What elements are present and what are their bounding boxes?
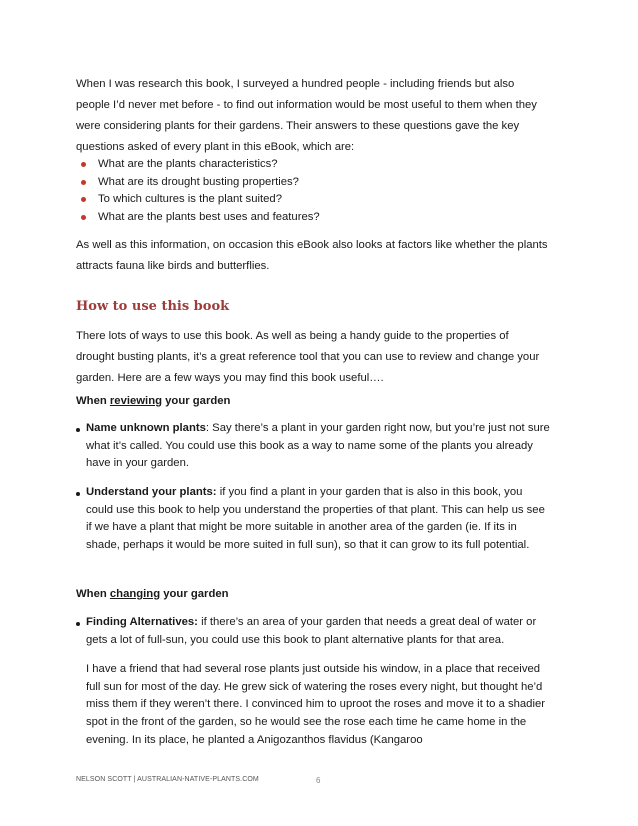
questions-list xyxy=(80,156,540,226)
page-footer xyxy=(76,776,556,783)
bullet-icon xyxy=(81,180,86,185)
list-item xyxy=(76,420,552,473)
list-item: What are the plants characteristics? xyxy=(80,156,540,174)
list-item: What are its drought busting properties? xyxy=(80,174,540,192)
section-paragraph: There lots of ways to use this book. As well as being a handy guide to the properties of drought busting plants, it’s a great reference tool that you can use to review and change your garden. Here are a few ways you may find this book useful…. xyxy=(76,330,540,384)
item-title: Finding Alternatives: xyxy=(86,616,198,628)
item-title: Name unknown plants xyxy=(86,422,206,434)
intro-paragraph: When I was research this book, I surveyed a hundred people - including friends but also people I’d never met before - to find out information would be most useful to them when they were considering plants for their gardens. Their answers to these questions gave the key questions asked of every plant in this eBook, which are: xyxy=(76,78,537,153)
reviewing-keyword: reviewing xyxy=(109,395,163,407)
story-paragraph-block xyxy=(76,661,552,750)
item-text: : Say there’s a plant in your garden right now, but you’re just not sure what it’s called. You could use this book as a way to name some of the plants you already have in your garden. xyxy=(86,422,550,470)
footer-text: NELSON SCOTT | AUSTRALIAN-NATIVE-PLANTS.COM xyxy=(76,776,259,783)
changing-subheading: When changing your garden xyxy=(76,588,229,600)
changing-keyword: changing xyxy=(109,588,161,600)
bullet-icon xyxy=(81,162,86,167)
page-number: 6 xyxy=(316,776,321,785)
followup-paragraph: As well as this information, on occasion this eBook also looks at factors like whether the plants attracts fauna like birds and butterflies. xyxy=(76,239,548,272)
section-heading: How to use this book xyxy=(76,299,230,314)
item-text: if you find a plant in your garden that is also in this book, you could use this book to help you understand the properties of that plant. This can help us see if we have a plant that might be more suitable in another area of the garden (ie. If its in shade, perhaps it would be more suited in full sun), so that it can grow to its full potential. xyxy=(86,486,545,552)
list-item xyxy=(76,614,552,649)
list-item xyxy=(76,484,552,555)
bullet-icon xyxy=(76,428,80,432)
bullet-icon xyxy=(76,492,80,496)
bullet-icon xyxy=(76,622,80,626)
reviewing-subheading: When reviewing your garden xyxy=(76,395,231,407)
item-title: Understand your plants: xyxy=(86,486,217,498)
item-text: if there’s an area of your garden that needs a great deal of water or gets a lot of full-sun, you could use this book to plant alternative plants for that area. xyxy=(86,616,537,646)
bullet-icon xyxy=(81,197,86,202)
list-item: What are the plants best uses and features? xyxy=(80,209,540,227)
story-paragraph: I have a friend that had several rose plants just outside his window, in a place that received full sun for most of the day. He grew sick of watering the roses every night, but thought he’d miss them if they weren’t there. I convinced him to uproot the roses and move it to a shadier spot in the front of the garden, so he would see the rose each time he came home in the evening. In its place, he planted a Anigozanthos flavidus (Kangaroo xyxy=(86,663,546,746)
bullet-icon xyxy=(81,215,86,220)
list-item: To which cultures is the plant suited? xyxy=(80,191,540,209)
